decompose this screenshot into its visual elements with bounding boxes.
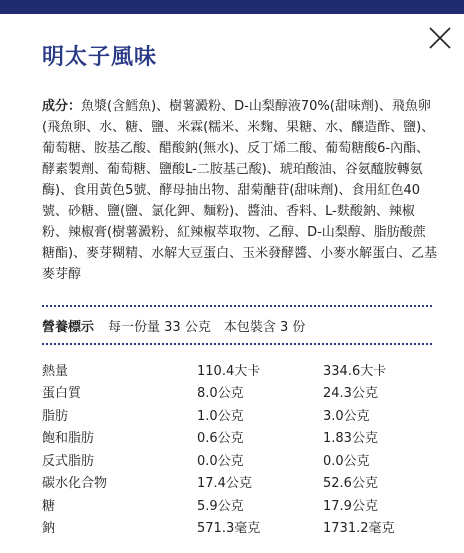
ingredients-label: 成分： (42, 99, 82, 114)
per-serving-value: 0.6公克 (197, 431, 244, 447)
ingredients-section (42, 96, 438, 285)
top-bar (0, 0, 464, 14)
per-pack-value: 52.6公克 (323, 476, 378, 492)
divider (42, 305, 432, 307)
product-title: 明太子風味 (42, 45, 158, 70)
per-pack-value: 3.0公克 (323, 408, 370, 424)
per-serving-value: 1.0公克 (197, 408, 244, 424)
nutrient-name: 飽和脂肪 (42, 431, 95, 447)
nutrition-table (42, 358, 433, 538)
per-serving-value: 571.3毫克 (197, 521, 261, 537)
table-row (42, 403, 433, 426)
per-pack-value: 17.9公克 (323, 498, 378, 514)
per-serving-value: 8.0公克 (197, 386, 244, 402)
nutrient-name: 鈉 (42, 521, 56, 537)
per-pack-value: 1.83公克 (323, 431, 378, 447)
table-row (42, 381, 433, 404)
per-serving-value: 0.0公克 (197, 453, 244, 469)
table-row (42, 516, 433, 539)
table-row (42, 358, 433, 381)
table-row (42, 471, 433, 494)
close-button[interactable] (426, 24, 454, 52)
nutrition-header (42, 316, 305, 335)
per-pack-value: 0.0公克 (323, 453, 370, 469)
nutrition-title: 營養標示 (42, 320, 95, 335)
table-row (42, 448, 433, 471)
close-icon (426, 24, 454, 52)
nutrient-name: 反式脂肪 (42, 453, 95, 469)
serving-info: 每一份量 33 公克 本包裝含 3 份 (108, 320, 306, 335)
nutrient-name: 蛋白質 (42, 386, 82, 402)
per-serving-value: 17.4公克 (197, 476, 252, 492)
nutrient-name: 碳水化合物 (42, 476, 108, 492)
nutrient-name: 熱量 (42, 363, 69, 379)
per-pack-value: 24.3公克 (323, 386, 378, 402)
nutrient-name: 糖 (42, 498, 56, 514)
per-pack-value: 334.6大卡 (323, 363, 387, 379)
table-row (42, 493, 433, 516)
ingredients-text: 魚漿(含鱈魚)、樹薯澱粉、D-山梨醇液70%(甜味劑)、飛魚卵(飛魚卵、水、糖、鹽、米霖(糯米、米麴、果糖、水、釀造酢、鹽)、葡萄糖、胺基乙酸、醋酸鈉(無水)、反丁烯二酸、葡萄糖酸6-內酯、酵素製劑、葡萄糖、鹽酸L-二胺基己酸)、琥珀酸油、谷氨醯胺轉氨酶)、食用黃色5號、酵母抽出物、甜菊醣苷(甜味劑)、食用紅色40號、砂糖、鹽(鹽、氯化鉀、麵粉)、醬油、香料、L-麩酸鈉、辣椒粉、辣椒膏(樹薯澱粉、紅辣椒萃取物、乙醇、D-山梨醇、脂肪酸蔗糖酯)、麥芽糊精、水解大豆蛋白、玉米發酵醬、小麥水解蛋白、乙基麥芽醇 (42, 99, 438, 282)
per-pack-value: 1731.2毫克 (323, 521, 395, 537)
per-serving-value: 5.9公克 (197, 498, 244, 514)
nutrient-name: 脂肪 (42, 408, 69, 424)
table-row (42, 426, 433, 449)
per-serving-value: 110.4大卡 (197, 363, 261, 379)
divider (42, 343, 432, 345)
